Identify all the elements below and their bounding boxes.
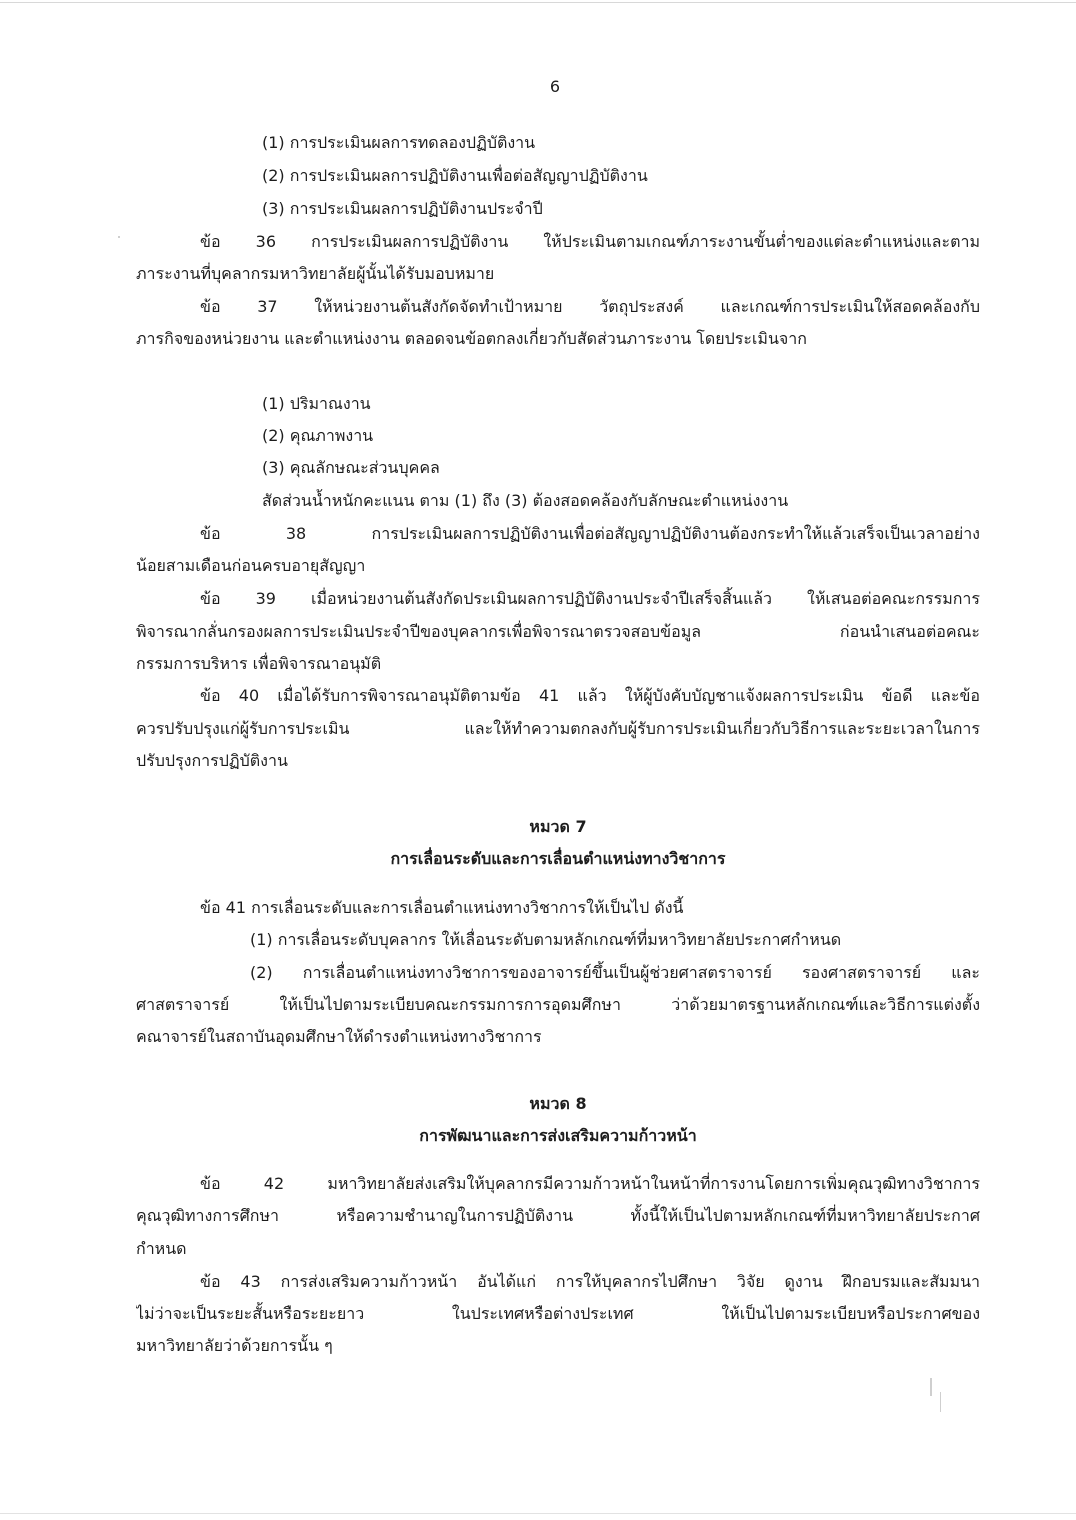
clause-42-line-3: กำหนด xyxy=(136,1239,187,1258)
chapter-7-title: การเลื่อนระดับและการเลื่อนตำแหน่งทางวิชาการ xyxy=(390,849,726,868)
clause-40-line-2: ควรปรับปรุงแก่ผู้รับการประเมิน และให้ทำความตกลงกับผู้รับการประเมินเกี่ยวกับวิธีการและระยะเวลาในการ xyxy=(136,719,980,738)
clause-42-line-2: คุณวุฒิทางการศึกษา หรือความชำนาญในการปฏิบัติงาน ทั้งนี้ให้เป็นไปตามหลักเกณฑ์ที่มหาวิทยาลัยประกาศ xyxy=(136,1206,980,1225)
scan-bottom-edge xyxy=(0,1513,1076,1514)
clause-36-line-2: ภาระงานที่บุคลากรมหาวิทยาลัยผู้นั้นได้รับมอบหมาย xyxy=(136,264,495,283)
list-item: (2) การประเมินผลการปฏิบัติงานเพื่อต่อสัญญาปฏิบัติงาน xyxy=(262,166,648,185)
clause-41-item-1: (1) การเลื่อนระดับบุคลากร ให้เลื่อนระดับตามหลักเกณฑ์ที่มหาวิทยาลัยประกาศกำหนด xyxy=(250,930,842,949)
list-item: (1) การประเมินผลการทดลองปฏิบัติงาน xyxy=(262,133,536,152)
clause-39-line-1: ข้อ 39 เมื่อหน่วยงานต้นสังกัดประเมินผลการปฏิบัติงานประจำปีเสร็จสิ้นแล้ว ให้เสนอต่อคณะกรรมการ xyxy=(200,589,980,608)
clause-41-item-2-line-1: (2) การเลื่อนตำแหน่งทางวิชาการของอาจารย์ขึ้นเป็นผู้ช่วยศาสตราจารย์ รองศาสตราจารย์ และ xyxy=(250,963,980,982)
scan-top-edge xyxy=(0,2,1076,3)
clause-43-line-3: มหาวิทยาลัยว่าด้วยการนั้น ๆ xyxy=(136,1336,333,1355)
chapter-8-title: การพัฒนาและการส่งเสริมความก้าวหน้า xyxy=(419,1126,697,1145)
clause-38-line-1: ข้อ 38 การประเมินผลการปฏิบัติงานเพื่อต่อสัญญาปฏิบัติงานต้องกระทำให้แล้วเสร็จเป็นเวลาอย่าง xyxy=(200,524,980,543)
list-item: (1) ปริมาณงาน xyxy=(262,394,371,413)
clause-37-line-2: ภารกิจของหน่วยงาน และตำแหน่งงาน ตลอดจนข้อตกลงเกี่ยวกับสัดส่วนภาระงาน โดยประเมินจาก xyxy=(136,329,807,348)
list-item: (2) คุณภาพงาน xyxy=(262,426,374,445)
clause-40-line-1: ข้อ 40 เมื่อได้รับการพิจารณาอนุมัติตามข้อ 41 แล้ว ให้ผู้บังคับบัญชาแจ้งผลการประเมิน ข้อดี และข้อ xyxy=(200,686,980,705)
list-item: (3) คุณลักษณะส่วนบุคคล xyxy=(262,458,440,477)
scan-speck xyxy=(118,236,120,238)
scan-speck xyxy=(940,1392,941,1412)
scan-speck xyxy=(930,1378,932,1396)
chapter-8-number: หมวด 8 xyxy=(529,1094,587,1113)
clause-43-line-2: ไม่ว่าจะเป็นระยะสั้นหรือระยะยาว ในประเทศหรือต่างประเทศ ให้เป็นไปตามระเบียบหรือประกาศของ xyxy=(136,1304,980,1323)
weight-note: สัดส่วนน้ำหนักคะแนน ตาม (1) ถึง (3) ต้องสอดคล้องกับลักษณะตำแหน่งงาน xyxy=(262,491,789,510)
page-number: 6 xyxy=(549,77,561,96)
clause-43-line-1: ข้อ 43 การส่งเสริมความก้าวหน้า อันได้แก่ การให้บุคลากรไปศึกษา วิจัย ดูงาน ฝึกอบรมและสัมมนา xyxy=(200,1272,980,1291)
clause-41-line-1: ข้อ 41 การเลื่อนระดับและการเลื่อนตำแหน่งทางวิชาการให้เป็นไป ดังนี้ xyxy=(200,898,684,917)
clause-38-line-2: น้อยสามเดือนก่อนครบอายุสัญญา xyxy=(136,556,366,575)
clause-41-item-2-line-3: คณาจารย์ในสถาบันอุดมศึกษาให้ดำรงตำแหน่งทางวิชาการ xyxy=(136,1027,542,1046)
clause-39-line-3: กรรมการบริหาร เพื่อพิจารณาอนุมัติ xyxy=(136,654,382,673)
clause-37-line-1: ข้อ 37 ให้หน่วยงานต้นสังกัดจัดทำเป้าหมาย วัตถุประสงค์ และเกณฑ์การประเมินให้สอดคล้องกับ xyxy=(200,297,980,316)
list-item: (3) การประเมินผลการปฏิบัติงานประจำปี xyxy=(262,199,543,218)
clause-42-line-1: ข้อ 42 มหาวิทยาลัยส่งเสริมให้บุคลากรมีความก้าวหน้าในหน้าที่การงานโดยการเพิ่มคุณวุฒิทางวิชาการ xyxy=(200,1174,980,1193)
clause-36-line-1: ข้อ 36 การประเมินผลการปฏิบัติงาน ให้ประเมินตามเกณฑ์ภาระงานขั้นต่ำของแต่ละตำแหน่งและตาม xyxy=(200,232,980,251)
clause-40-line-3: ปรับปรุงการปฏิบัติงาน xyxy=(136,751,288,770)
clause-41-item-2-line-2: ศาสตราจารย์ ให้เป็นไปตามระเบียบคณะกรรมการการอุดมศึกษา ว่าด้วยมาตรฐานหลักเกณฑ์และวิธีการแต่งตั้ง xyxy=(136,995,980,1014)
chapter-7-number: หมวด 7 xyxy=(529,817,587,836)
clause-39-line-2: พิจารณากลั่นกรองผลการประเมินประจำปีของบุคลากรเพื่อพิจารณาตรวจสอบข้อมูล ก่อนนำเสนอต่อคณะ xyxy=(136,622,980,641)
